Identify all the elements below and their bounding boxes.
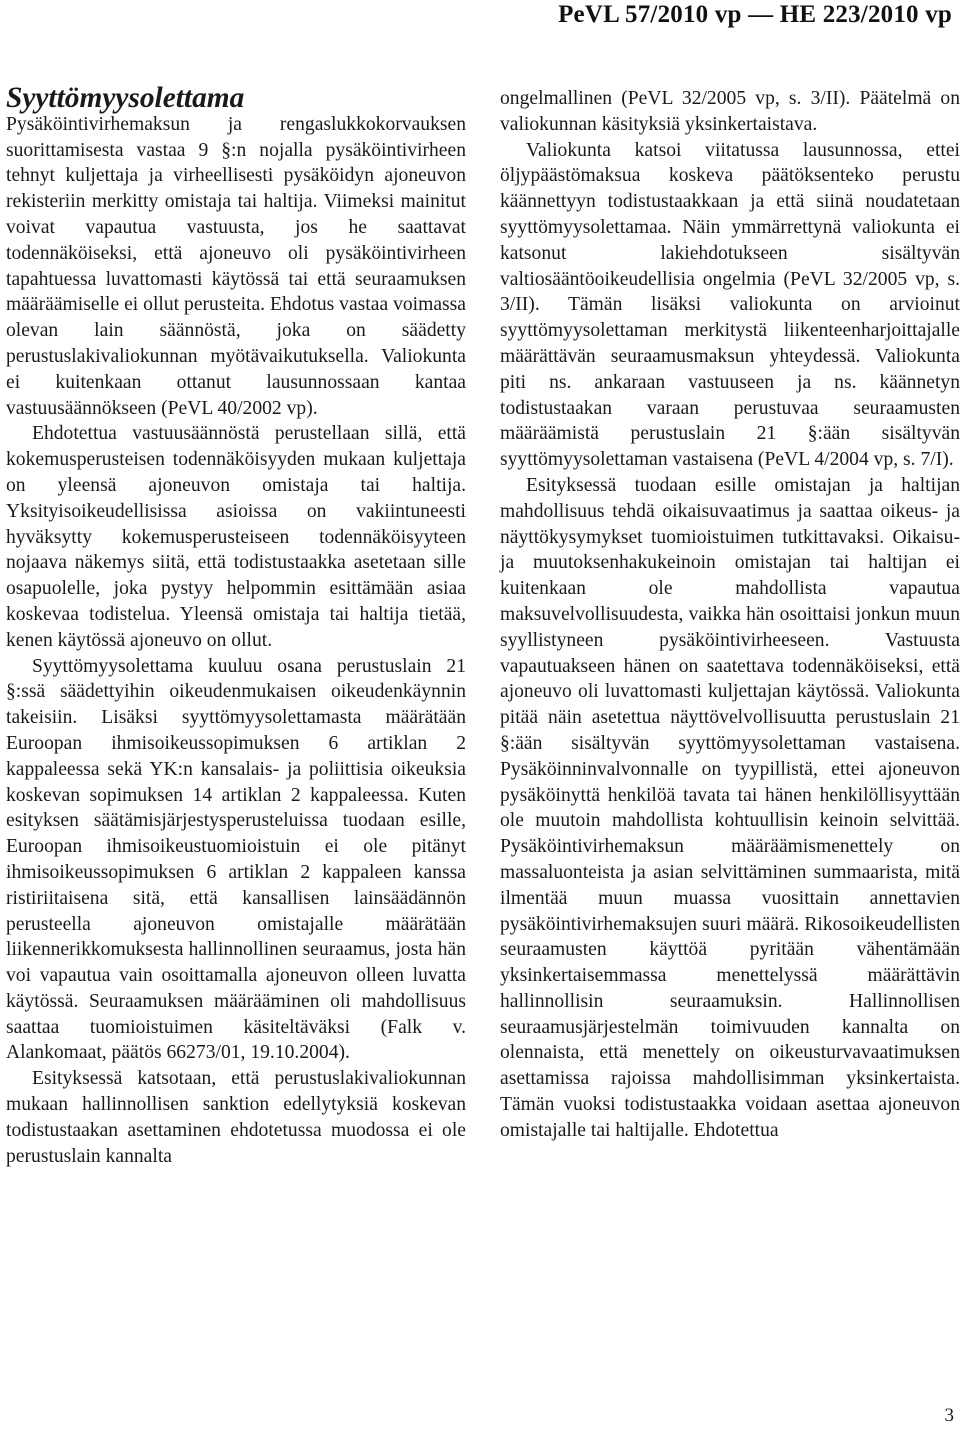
page-number: 3 [944,1405,954,1426]
left-column [6,82,466,1169]
paragraph: Pysäköintivirhemaksun ja rengaslukkokorvauksen suorittamisesta vastaa 9 §:n nojalla pysäköintivirheen tehnyt kuljettaja ja virheellisesti pysäköidyn ajoneuvon rekisteriin merkitty omistaja tai haltija. Viimeksi mainitut voivat vapautua vastuusta, jos he saattavat todennäköiseksi, että ajoneuvo oli pysäköintivirheen tapahtuessa luvattomasti käytössä tai että seuraamuksen määräämiselle ei ollut perusteita. Ehdotus vastaa voimassa olevan lain säännöstä, joka on säädetty perustuslakivaliokunnan myötävaikutuksella. Valiokunta ei kuitenkaan ottanut lausunnossaan kantaa vastuusäännökseen (PeVL 40/2002 vp). [6,113,466,419]
right-column [500,86,960,1144]
paragraph: Syyttömyysolettama kuuluu osana perustuslain 21 §:ssä säädettyihin oikeudenmukaisen oikeudenkäynnin takeisiin. Lisäksi syyttömyysolettamasta määrätään Euroopan ihmisoikeussopimuksen 6 artiklan 2 kappaleessa sekä YK:n kansalais- ja poliittisia oikeuksia koskevan sopimuksen 14 artiklan 2 kappaleessa. Kuten esityksen säätämisjärjestysperusteluissa tuodaan esille, Euroopan ihmisoikeustuomioistuin ei ole pitänyt ihmisoikeussopimuksen 6 artiklan 2 kappaleen kanssa ristiriitaisena sitä, että kansallisen lainsäädännön perusteella ajoneuvon omistajalle määrätään liikennerikkomuksesta hallinnollinen seuraamus, josta hän voi vapautua vain osoittamalla ajoneuvon olleen luvatta käytössä. Seuraamuksen määrääminen oli mahdollisuus saattaa tuomioistuimen käsiteltäväksi (Falk v. Alankomaat, päätös 66273/01, 19.10.2004). [6,655,466,1064]
section-heading: Syyttömyysolettama [6,82,245,114]
paragraph: ongelmallinen (PeVL 32/2005 vp, s. 3/II). Päätelmä on valiokunnan käsityksiä yksinkertaistava. [500,88,960,135]
paragraph: Valiokunta katsoi viitatussa lausunnossa, ettei öljypäästömaksua koskeva päätöksenteko perustu käännettyyn todistustaakkaan ja että siinä noudatetaan syyttömyysolettamaa. Näin ymmärrettynä valiokunta ei katsonut lakiehdotukseen sisältyvän valtiosääntöoikeudellisia ongelmia (PeVL 32/2005 vp, s. 3/II). Tämän lisäksi valiokunta on arvioinut syyttömyysolettaman merkitystä liikenteenharjoittajalle määrättävän seuraamusmaksun yhteydessä. Valiokunta piti ns. ankaraan vastuuseen ja ns. käännetyn todistustaakan varaan perustuvaa seuraamusten määräämistä perustuslain 21 §:ään sisältyvän syyttömyysolettaman vastaisena (PeVL 4/2004 vp, s. 7/I). [500,139,960,471]
paragraph: Esityksessä tuodaan esille omistajan ja haltijan mahdollisuus tehdä oikaisuvaatimus ja saattaa oikeus- ja näyttökysymykset tuomioistuimen tutkittavaksi. Oikaisu- ja muutoksenhakukeinoin omistajan tai haltijan ei kuitenkaan ole mahdollista vapautua maksuvelvollisuudesta, vaikka hän osoittaisi jonkun muun syyllistyneen pysäköintivirheeseen. Vastuusta vapautuakseen hänen on saatettava todennäköiseksi, että ajoneuvo oli luvattomasti kuljettajan käytössä. Valiokunta pitää näin asetettua näyttövelvollisuutta perustuslain 21 §:ään sisältyvän syyttömyysolettaman vastaisena. Pysäköinninvalvonnalle on tyypillistä, ettei ajoneuvon pysäköinyttä henkilöä tavata tai hänen henkilöllisyyttään ole muutoin mahdollista kohtuullisin keinoin selvittää. Pysäköintivirhemaksun määräämismenettely on massaluonteista ja asian selvittäminen summaarista, mitä ilmentää muun muassa vuosittain annettavien pysäköintivirhemaksujen suuri määrä. Rikosoikeudellisten seuraamusten käyttöä pyritään vähentämään yksinkertaisemmassa menettelyssä määrättävin hallinnollisin seuraamuksin. Hallinnollisen seuraamusjärjestelmän toimivuuden kannalta on olennaista, että menettely on oikeusturvavaatimuksen asettamissa rajoissa mahdollisimman yksinkertaista. Tämän vuoksi todistustaakka voidaan asettaa ajoneuvon omistajalle tai haltijalle. Ehdotettua [500,474,960,1141]
running-head: PeVL 57/2010 vp — HE 223/2010 vp [558,1,952,28]
paragraph: Ehdotettua vastuusäännöstä perustellaan sillä, että kokemusperusteisen todennäköisyyden mukaan kuljettaja on yleensä ajoneuvon omistaja tai haltija. Yksityisoikeudellisissa asioissa on vakiintuneesti hyväksytty kokemusperusteiseen todennäköisyyteen nojaava näkemys siitä, että todistustaakka asetetaan sille osapuolelle, joka pystyy helpommin esittämään asiaa koskevaa todistelua. Yleensä omistaja tai haltija tietää, kenen käytössä ajoneuvo on ollut. [6,423,466,651]
paragraph: Esityksessä katsotaan, että perustuslakivaliokunnan mukaan hallinnollisen sanktion edellytyksiä koskevan todistustaakan asettaminen ehdotetussa muodossa ei ole perustuslain kannalta [6,1068,466,1167]
